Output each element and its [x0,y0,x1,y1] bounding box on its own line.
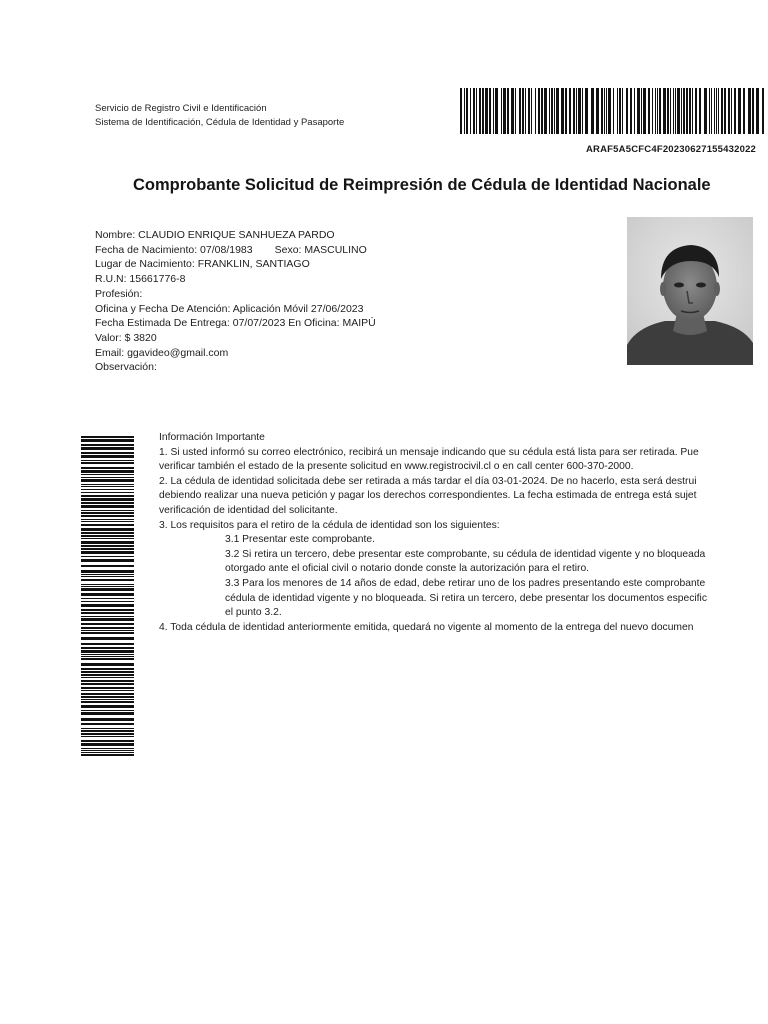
info-email: Email: ggavideo@gmail.com [95,346,229,359]
info-birth-sex-row [95,243,376,258]
requirement-line: 3.3 Para los menores de 14 años de edad, debe retirar uno de los padres presentando este comprobante [225,577,706,589]
important-line: 2. La cédula de identidad solicitada debe ser retirada a más tardar el día 03-01-2024. De no hacerlo, esta será destrui [159,475,697,487]
important-line: debiendo realizar una nueva petición y pagar los derechos correspondientes. La fecha estimada de entrega está sujet [159,490,697,502]
document-title: Comprobante Solicitud de Reimpresión de Cédula de Identidad Nacionale [133,176,711,194]
info-nombre: Nombre: CLAUDIO ENRIQUE SANHUEZA PARDO [95,229,335,241]
info-profesion: Profesión: [95,287,143,300]
info-sexo: Sexo: MASCULINO [274,243,367,256]
info-fecha-nacimiento: Fecha de Nacimiento: 07/08/1983 [95,243,253,256]
side-barcode [81,436,134,758]
important-line: verificar también el estado de la presente solicitud en www.registrocivil.cl o en call center 600-370-2000. [159,461,634,473]
important-last-line: 4. Toda cédula de identidad anteriormente emitida, quedará no vigente al momento de la entrega del nuevo documen [159,621,694,633]
important-heading: Información Importante [159,432,265,443]
important-info [159,431,707,635]
important-line: verificación de identidad del solicitante. [159,504,338,516]
info-lugar-nacimiento: Lugar de Nacimiento: FRANKLIN, SANTIAGO [95,258,310,271]
important-line: 1. Si usted informó su correo electrónico, recibirá un mensaje indicando que su cédula está lista para ser retirada. Pue [159,446,699,458]
info-fecha-entrega: Fecha Estimada De Entrega: 07/07/2023 En Oficina: MAIPÚ [95,317,376,330]
portrait-image [627,217,753,365]
top-barcode [460,88,768,134]
requirement-line: 3.2 Si retira un tercero, debe presentar este comprobante, su cédula de identidad vigente y no bloqueada [225,548,706,560]
issuer-line-2: Sistema de Identificación, Cédula de Identidad y Pasaporte [95,117,345,128]
important-line: 3. Los requisitos para el retiro de la cédula de identidad son los siguientes: [159,519,500,531]
info-run: R.U.N: 15661776-8 [95,273,186,286]
info-observacion: Observación: [95,361,157,374]
barcode-code: ARAF5A5CFC4F20230627155432022 [586,144,757,155]
issuer-line-1: Servicio de Registro Civil e Identificación [95,103,267,114]
applicant-info [95,228,376,375]
applicant-photo [627,217,753,365]
requirement-line: cédula de identidad vigente y no bloqueada. Si retira un tercero, debe presentar los documentos especific [225,592,707,604]
requirement-line: otorgado ante el oficial civil o notario donde conste la autorización para el retiro. [225,563,590,575]
info-oficina-fecha: Oficina y Fecha De Atención: Aplicación Móvil 27/06/2023 [95,302,364,315]
info-valor: Valor: $ 3820 [95,331,157,344]
requirement-line: 3.1 Presentar este comprobante. [225,534,375,546]
requirement-line: el punto 3.2. [225,607,282,619]
issuer-header [95,102,344,130]
